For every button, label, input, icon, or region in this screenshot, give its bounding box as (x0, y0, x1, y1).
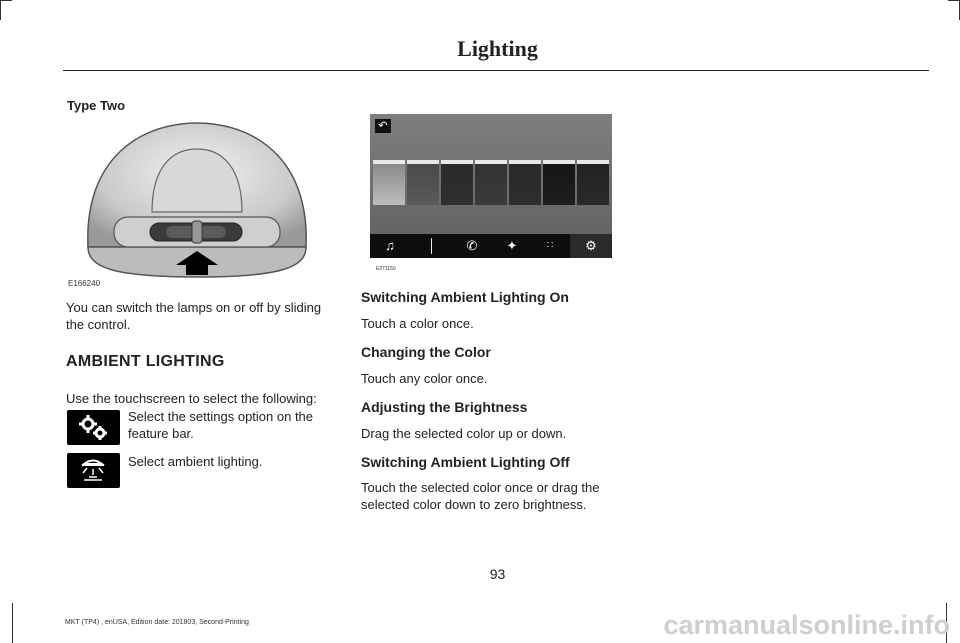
section-heading: Changing the Color (361, 344, 491, 360)
color-swatch (441, 160, 473, 205)
edition-footer: MKT (TP4) , enUSA, Edition date: 201803, Second-Printing (65, 619, 249, 626)
figure-id: E166240 (68, 279, 101, 288)
color-swatch (509, 160, 541, 205)
header-rule (63, 70, 929, 71)
color-swatch (577, 160, 609, 205)
ambient-light-icon (67, 453, 120, 488)
type-two-label: Type Two (67, 98, 126, 113)
settings-icon (67, 410, 120, 445)
back-arrow-icon: ↶ (375, 119, 391, 133)
page-number: 93 (489, 566, 506, 582)
section-text: Touch the selected color once or drag the selected color down to zero brightness. (361, 480, 600, 512)
apps-icon: ∷ (546, 240, 554, 251)
section-text: Touch any color once. (361, 371, 488, 386)
audio-icon: ♫ (385, 238, 395, 253)
ambient-instruction: Select ambient lighting. (128, 454, 263, 469)
overhead-lamp-illustration (82, 117, 312, 285)
color-swatch (475, 160, 507, 205)
color-swatch (373, 160, 405, 205)
section-heading: Switching Ambient Lighting On (361, 289, 569, 305)
phone-icon: ✆ (466, 238, 478, 253)
settings-tab (570, 234, 612, 258)
section-heading: Switching Ambient Lighting Off (361, 454, 570, 470)
figure-id: E271150 (376, 266, 396, 272)
intro-text: Use the touchscreen to select the following: (66, 391, 317, 406)
switch-description: You can switch the lamps on or off by sliding the control. (66, 300, 322, 332)
settings-instruction: Select the settings option on the feature bar. (128, 409, 314, 441)
crop-mark (0, 0, 12, 1)
color-swatch (543, 160, 575, 205)
navigation-icon: ✦ (506, 238, 518, 253)
color-swatch (407, 160, 439, 205)
section-title: AMBIENT LIGHTING (66, 353, 225, 370)
settings-icon: ⚙ (585, 238, 597, 253)
section-heading: Adjusting the Brightness (361, 399, 528, 415)
watermark: carmanualsonline.info (663, 610, 950, 640)
climate-icon: │ (427, 238, 437, 253)
page-title: Lighting (457, 36, 538, 61)
section-text: Touch a color once. (361, 316, 474, 331)
touchscreen-illustration (370, 114, 612, 258)
crop-mark (0, 0, 1, 20)
crop-mark (12, 603, 13, 643)
feature-bar (370, 234, 612, 258)
section-text: Drag the selected color up or down. (361, 426, 567, 441)
